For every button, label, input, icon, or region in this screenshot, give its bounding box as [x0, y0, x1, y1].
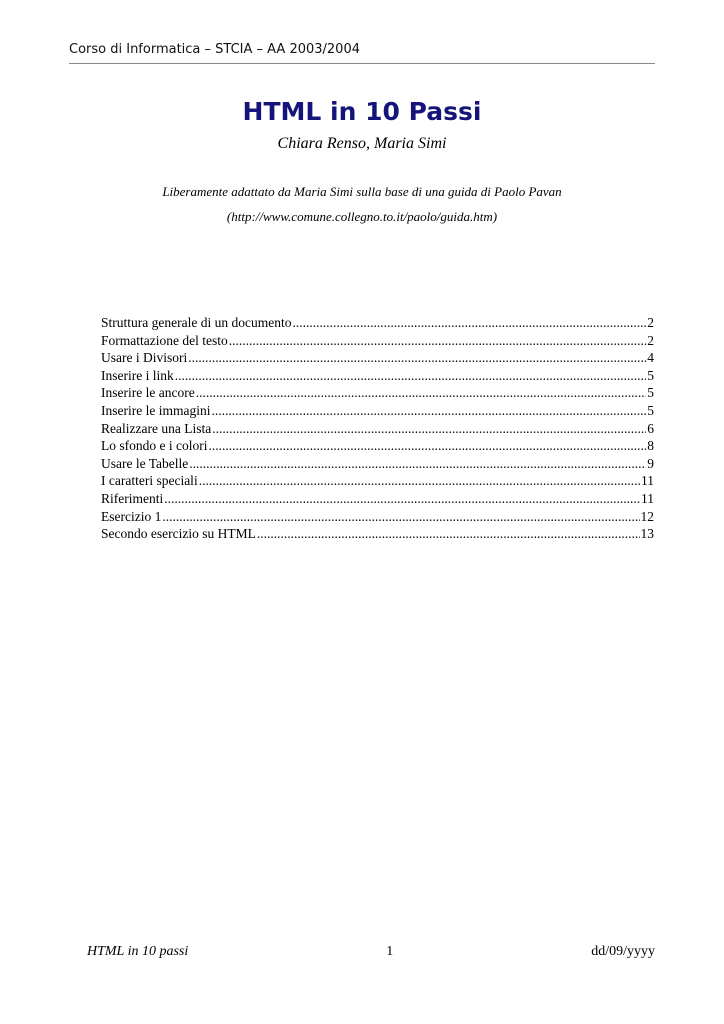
adaptation-note: Liberamente adattato da Maria Simi sulla base di una guida di Paolo Pavan — [162, 184, 562, 199]
source-url: (http://www.comune.collegno.to.it/paolo/guida.htm) — [226, 209, 498, 224]
toc-entry-title: Formattazione del testo — [101, 332, 228, 348]
toc-entry-page: 13 — [640, 526, 654, 542]
footer-date: dd/09/yyyy — [591, 944, 655, 959]
toc-leader — [208, 437, 646, 455]
toc-leader — [189, 455, 646, 473]
toc-entry-title: Inserire le immagini — [101, 402, 211, 418]
document-title: HTML in 10 Passi — [242, 97, 482, 126]
toc-entry-page: 12 — [640, 508, 654, 524]
authors: Chiara Renso, Maria Simi — [277, 135, 447, 152]
toc-leader — [292, 314, 646, 332]
toc-entry-page: 11 — [641, 490, 654, 506]
table-of-contents — [101, 314, 654, 543]
toc-entry[interactable] — [101, 525, 654, 543]
page-footer — [87, 944, 655, 960]
toc-entry-page: 4 — [647, 350, 654, 366]
toc-entry-page: 8 — [647, 438, 654, 454]
toc-entry-title: Usare i Divisori — [101, 350, 188, 366]
toc-leader — [175, 367, 647, 385]
toc-entry-page: 9 — [647, 455, 654, 471]
toc-leader — [211, 402, 646, 420]
toc-entry[interactable] — [101, 367, 654, 385]
toc-leader — [164, 490, 640, 508]
toc-entry-title: Inserire le ancore — [101, 385, 195, 401]
toc-entry-title: Usare le Tabelle — [101, 455, 189, 471]
toc-entry-page: 5 — [647, 402, 654, 418]
toc-entry[interactable] — [101, 314, 654, 332]
toc-entry[interactable] — [101, 472, 654, 490]
toc-entry-page: 11 — [641, 473, 654, 489]
toc-leader — [212, 420, 646, 438]
toc-entry[interactable] — [101, 402, 654, 420]
toc-entry-title: Inserire i link — [101, 367, 174, 383]
toc-entry-page: 5 — [647, 385, 654, 401]
toc-entry[interactable] — [101, 508, 654, 526]
page-header: Corso di Informatica – STCIA – AA 2003/2004 — [69, 42, 655, 64]
toc-entry[interactable] — [101, 455, 654, 473]
toc-entry[interactable] — [101, 420, 654, 438]
toc-entry[interactable] — [101, 490, 654, 508]
toc-entry[interactable] — [101, 332, 654, 350]
toc-entry-page: 5 — [647, 367, 654, 383]
toc-entry-page: 2 — [647, 315, 654, 330]
toc-entry-page: 2 — [647, 332, 654, 348]
toc-entry-title: Struttura generale di un documento — [101, 315, 292, 330]
toc-entry[interactable] — [101, 349, 654, 367]
toc-entry-title: Esercizio 1 — [101, 508, 162, 524]
toc-leader — [199, 472, 640, 490]
toc-entry-title: I caratteri speciali — [101, 473, 198, 489]
toc-entry-title: Secondo esercizio su HTML — [101, 526, 256, 542]
toc-entry-page: 6 — [647, 420, 654, 436]
footer-title: HTML in 10 passi — [87, 944, 189, 959]
toc-leader — [188, 349, 646, 367]
toc-entry[interactable] — [101, 437, 654, 455]
toc-entry[interactable] — [101, 384, 654, 402]
toc-leader — [229, 332, 647, 350]
toc-leader — [196, 384, 647, 402]
toc-entry-title: Riferimenti — [101, 490, 164, 506]
toc-entry-title: Realizzare una Lista — [101, 420, 212, 436]
toc-leader — [257, 525, 640, 543]
toc-leader — [162, 508, 639, 526]
toc-entry-title: Lo sfondo e i colori — [101, 438, 208, 454]
page-number: 1 — [386, 944, 394, 959]
